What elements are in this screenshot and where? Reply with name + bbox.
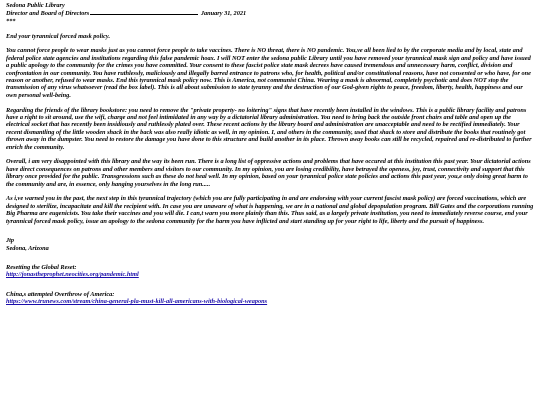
link-block-2 — [6, 291, 534, 306]
signature-location: Sedona, Arizona — [6, 244, 49, 252]
link-label-1: Resetting the Global Reset: — [6, 263, 77, 271]
paragraph-vaccines: As i,ve warned you in the past, the next step in this tyrannical trajectory (which you are fully participating in and are endorsing with your current fascist mask policy) are forced vaccinations, which are designed to sterilize, incapacitate and kill the recipient with. In case you are unaware of what is happening, we are in a national and global depopulation program. Bill Gates and the corporations running Big Pharma are eugenicists. You take their vaccines and you will die. I can,t warn you more plainly than this. Thus said, as a largely private institution, you need to immediately reverse course, end your tyrannical forced mask policy, issue an apology to the sedona community for the harm you have inflicted and start standing up for your right to life, liberty and the pursuit of happiness. — [6, 195, 534, 225]
paragraph-overall: Overall, i am very disappointed with this library and the way its been run. There is a long list of oppressive actions and problems that have occured at this institution this past year. Your dictatorial actions have direct consequences on patrons and other members and visitors to our community. In my opinion, you are losing credibility, have betrayed the openess, joy, trust, connectivity and support that this library once provided for the public. Transgressions such as these do not heal well. In my opinion, based on your tyrannical police state policies and actions this past year, you,e only doing great harm to the community and are, in essence, only hanging yourselves in the long run..... — [6, 158, 531, 188]
subject-line: End your tyrannical forced mask policy. — [6, 32, 111, 40]
paragraph-bookstore: Regarding the friends of the library bookstore: you need to remove the "private property- no loitering" signs that have recently been installed in the windows. This is a public library facility and patrons have a right to sit around, use the wifi, charge and not feel intimidated in any way by a dictatorial library administration. You need to bring back the outside front chairs and table and open up the electrical socket that has recently been insidiously and ruthlessly plated over. These recent actions by the library board and administration are unacceptable and need to be rectified immediately. Your recent dismantling of the little wooden shack in the back was also really idiotic as well, in my opinion. I, and others in the community, used that shack to store and distribute the books that routinely got thrown away in the dumpster. You need to restore the damage you have done to this structure and build another in its place. Thrown away books can still be recycled, repaired and re-distributed to further enrich the community. — [6, 106, 532, 151]
recipient-line — [6, 9, 534, 17]
signature-block — [6, 237, 534, 252]
blank-line — [90, 9, 198, 15]
letter-header — [6, 2, 534, 25]
library-name: Sedona Public Library — [6, 2, 65, 9]
signature-name: Jtp — [6, 237, 15, 245]
recipient-text: Director and Board of Directors — [6, 10, 90, 18]
link-label-2: China,s attempted Overthrow of America: — [6, 290, 115, 298]
asterisk-marks: *** — [6, 17, 16, 25]
letter-date: January 31, 2021 — [200, 10, 247, 18]
link-block-1 — [6, 264, 534, 279]
link-china[interactable]: https://www.trunews.com/stream/china-general-pla-must-kill-all-americans-with-biological-weapons — [6, 298, 268, 306]
link-pandemic[interactable]: http://jonastheprophet.neocities.org/pandemic.html — [6, 271, 139, 279]
paragraph-masks: You cannot force people to wear masks just as you cannot force people to take vaccines. There is NO threat, there is NO pandemic. You,ve all been lied to by the corporate media and by local, state and federal police state agencies and institutions regarding this false pandemic hoax. I will NOT enter the sedona public Library until you have removed your tyrannical mask sign and policy and have issued a public apology to the community for the crimes you have committed. Your consent to these fascist police state mask decrees have caused tremendous and unnecessary harm, conflict, division and confrontation in our community. You have ruthlessly, maliciously and illegally barred entrance to patrons who, for health, political and/or constitutional reasons, have not consented or who have, for one reason or another, refused to wear masks. End this tyrannical mask policy now. This is America, not communist China. Wearing a mask is abnormal, completely psychotic and does NOT stop the transmission of any virus whatsoever (read the box label). This is all about submission to state tyranny and the destruction of our God-given rights to peace, freedom, liberty, health, happiness and our own personal well-being. — [6, 47, 531, 99]
